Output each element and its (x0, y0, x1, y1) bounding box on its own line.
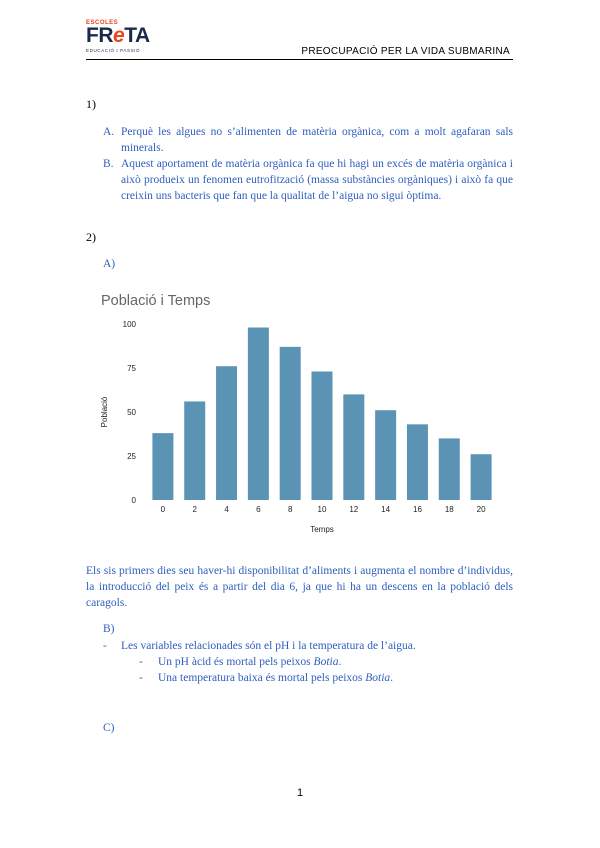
bar (280, 347, 301, 500)
x-tick-label: 18 (444, 505, 454, 514)
header-title: PREOCUPACIÓ PER LA VIDA SUBMARINA (301, 46, 510, 57)
x-tick-label: 8 (287, 505, 293, 514)
x-tick-label: 0 (160, 505, 166, 514)
part-c-label: C) (103, 722, 115, 734)
sub-bullet-2: Una temperatura baixa és mortal pels peixos Botia. (158, 672, 394, 684)
logo-brand: FReTA (86, 24, 150, 47)
bar (407, 424, 428, 500)
bar (184, 401, 205, 500)
y-axis-label: Població (100, 396, 109, 428)
header-divider (86, 59, 513, 60)
logo-tagline: EDUCACIÓ I PASSIÓ (86, 48, 141, 53)
y-tick-label: 75 (127, 364, 136, 373)
school-logo (86, 20, 166, 54)
y-tick-label: 100 (122, 320, 136, 329)
bar (152, 433, 173, 500)
x-tick-label: 4 (224, 505, 229, 514)
chart-title: Població i Temps (101, 293, 211, 309)
x-axis-label: Temps (310, 525, 334, 534)
answer-1a-text: Perquè les algues no s’alimenten de matèria orgànica, com a molt agafaran sals minerals. (121, 126, 513, 154)
part-a-label: A) (103, 258, 116, 270)
bar (439, 438, 460, 500)
logo-small-text: ESCOLES (86, 20, 119, 26)
x-tick-label: 6 (256, 505, 261, 514)
y-tick-label: 50 (127, 408, 136, 417)
species-name: Botia (365, 672, 391, 684)
y-tick-label: 0 (131, 496, 136, 505)
question-2-number: 2) (86, 230, 96, 244)
x-tick-label: 12 (349, 505, 359, 514)
x-tick-label: 20 (476, 505, 486, 514)
species-name: Botia (313, 656, 339, 668)
answer-1b (103, 156, 513, 204)
bar (375, 410, 396, 500)
x-tick-label: 14 (381, 505, 391, 514)
answer-1a (103, 124, 513, 156)
bar (248, 328, 269, 500)
chart-explanation: Els sis primers dies seu haver-hi disponibilitat d’aliments i augmenta el nombre d’individus, la introducció del peix és a partir del dia 6, ja que hi ha un descens en la població dels caragols. (86, 565, 513, 609)
answer-1b-text: Aquest aportament de matèria orgànica fa que hi hagi un excés de matèria orgànica i això produeix un fenomen eutrofització (massa substàncies orgàniques) i això fa que creixin uns bacteris que fan que la qualitat de l’aigua no sigui òptima. (121, 158, 513, 202)
sub-bullet-1-dash: - (139, 656, 143, 668)
y-tick-label: 25 (127, 452, 136, 461)
sub-bullet-2-dash: - (139, 672, 143, 684)
bar (471, 454, 492, 500)
bullet-dash: - (103, 640, 107, 652)
x-tick-label: 10 (317, 505, 327, 514)
part-b-label: B) (103, 623, 115, 635)
bar (312, 372, 333, 500)
answer-1a-label: A. (103, 126, 115, 138)
bullet-text: Les variables relacionades són el pH i la temperatura de l’aigua. (121, 640, 416, 652)
question-1-number: 1) (86, 97, 96, 111)
bar (343, 394, 364, 500)
page-number: 1 (296, 787, 304, 799)
sub-bullet-1: Un pH àcid és mortal pels peixos Botia. (158, 656, 342, 668)
bar (216, 366, 237, 500)
bar-chart (90, 312, 510, 542)
x-tick-label: 2 (192, 505, 197, 514)
x-tick-label: 16 (413, 505, 422, 514)
answer-1b-label: B. (103, 158, 114, 170)
